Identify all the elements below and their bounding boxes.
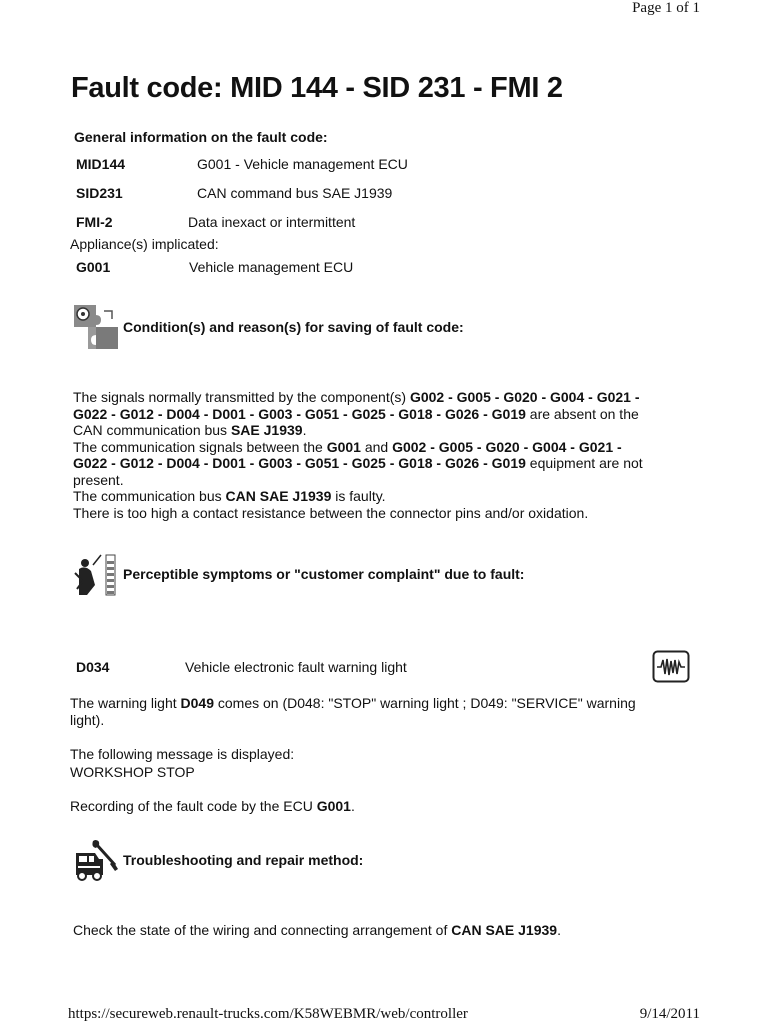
message-value: WORKSHOP STOP <box>70 764 195 780</box>
text-run: G001 <box>316 798 351 814</box>
text-run: present. <box>73 471 124 488</box>
symptom-desc: Vehicle electronic fault warning light <box>185 659 407 675</box>
text-run: . <box>302 422 307 438</box>
conditions-paragraph <box>73 389 703 521</box>
waveform-signal-icon <box>652 650 690 683</box>
recording-paragraph <box>70 798 355 815</box>
text-run: D049 <box>180 695 214 711</box>
text-run: are absent on the <box>525 405 639 422</box>
general-row-code: FMI-2 <box>76 214 113 230</box>
appliance-code: G001 <box>76 259 111 275</box>
general-row-code: SID231 <box>76 185 123 201</box>
footer-url[interactable]: https://secureweb.renault-trucks.com/K58WEBMR/web/controller <box>68 1006 468 1022</box>
text-run: CAN SAE J1939 <box>451 922 558 938</box>
appliances-label: Appliance(s) implicated: <box>70 236 219 252</box>
text-run: CAN communication bus <box>73 422 231 438</box>
text-run: SAE J1939 <box>230 422 303 438</box>
text-run: and <box>360 438 393 455</box>
general-row-desc: CAN command bus SAE J1939 <box>197 185 393 201</box>
text-run: . <box>350 798 355 814</box>
text-run: The communication signals between the <box>73 438 327 455</box>
text-run: The signals normally transmitted by the component(s) <box>73 389 410 405</box>
footer-date: 9/14/2011 <box>639 1006 700 1022</box>
text-run: Recording of the fault code by the ECU <box>70 798 317 814</box>
text-run: The communication bus <box>73 488 226 504</box>
text-run: equipment are not <box>525 455 643 471</box>
text-run: comes on (D048: "STOP" warning light ; D049: "SERVICE" warning <box>213 695 636 711</box>
general-info-heading: General information on the fault code: <box>74 129 328 145</box>
gear-puzzle-icon <box>74 305 118 349</box>
repair-heading: Troubleshooting and repair method: <box>123 852 364 868</box>
general-row-desc: G001 - Vehicle management ECU <box>197 156 408 172</box>
truck-wrench-icon <box>73 839 119 881</box>
appliance-desc: Vehicle management ECU <box>189 259 354 275</box>
text-run: Check the state of the wiring and connecting arrangement of <box>73 922 452 938</box>
driver-complaint-icon <box>73 551 117 597</box>
page-title: Fault code: MID 144 - SID 231 - FMI 2 <box>71 72 563 104</box>
text-run: light). <box>70 711 105 728</box>
page-number: Page 1 of 1 <box>632 0 700 16</box>
text-run: G002 - G005 - G020 - G004 - G021 - <box>392 438 622 455</box>
text-run: . <box>557 922 561 938</box>
text-run: G001 <box>326 438 361 455</box>
general-row-code: MID144 <box>76 156 126 172</box>
general-row-desc: Data inexact or intermittent <box>188 214 356 230</box>
conditions-heading: Condition(s) and reason(s) for saving of fault code: <box>123 319 464 335</box>
text-run: G022 - G012 - D004 - D001 - G003 - G051 - G025 - G018 - G026 - G019 <box>73 455 526 471</box>
warning-light-paragraph <box>70 695 710 728</box>
symptoms-heading: Perceptible symptoms or "customer complaint" due to fault: <box>123 566 525 582</box>
repair-check-paragraph <box>73 922 561 939</box>
text-run: is faulty. <box>331 488 386 504</box>
text-run: G022 - G012 - D004 - D001 - G003 - G051 - G025 - G018 - G026 - G019 <box>73 405 526 422</box>
text-run: CAN SAE J1939 <box>225 488 332 504</box>
text-run: The warning light <box>70 695 181 711</box>
text-run: G002 - G005 - G020 - G004 - G021 - <box>409 389 640 405</box>
text-run: There is too high a contact resistance between the connector pins and/or oxidation. <box>73 504 589 521</box>
message-label: The following message is displayed: <box>70 746 295 762</box>
symptom-code: D034 <box>76 659 110 675</box>
